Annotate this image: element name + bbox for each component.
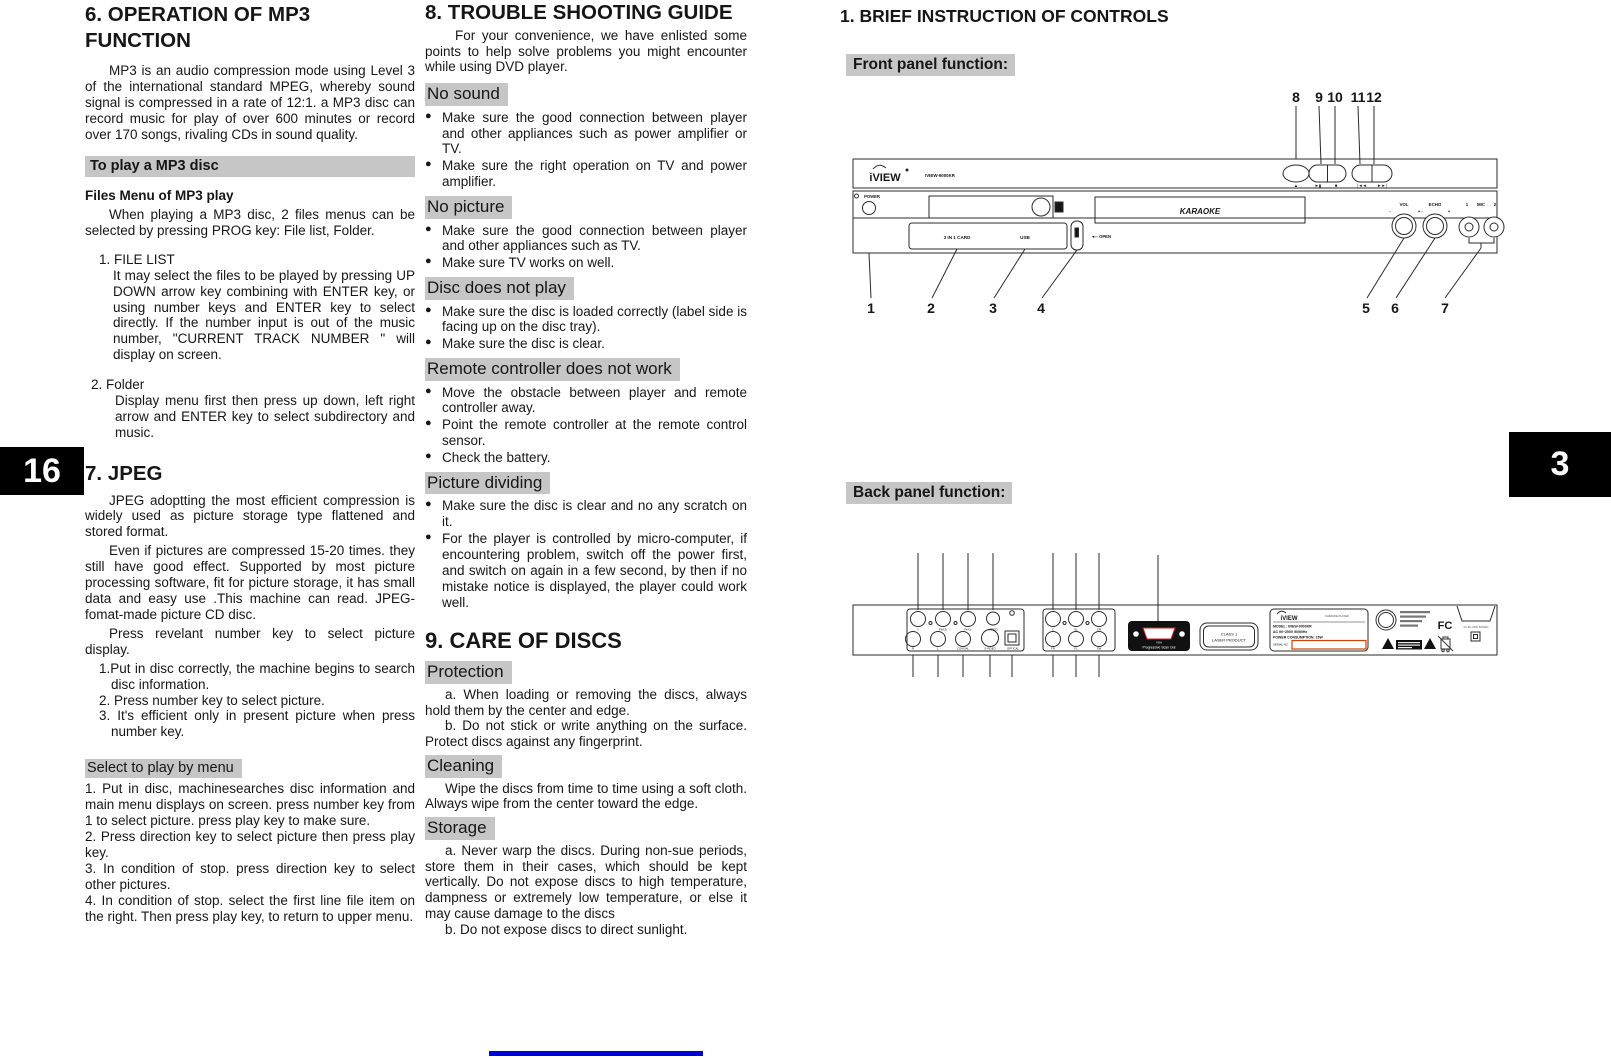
bullet-icon: ● bbox=[425, 531, 432, 544]
middle-column bbox=[425, 0, 747, 938]
back-panel-diagram bbox=[845, 545, 1505, 680]
front-callout-lines-bottom bbox=[869, 238, 1481, 298]
jpeg-step: 2. Press number key to select picture. bbox=[99, 692, 325, 708]
bullet-icon: ● bbox=[425, 109, 432, 122]
serial-number-box bbox=[1292, 641, 1366, 650]
mic-bracket bbox=[1469, 238, 1494, 243]
fcc-logo: FC bbox=[1437, 620, 1453, 632]
folder-body: Display menu first then press up down, left right arrow and ENTER key to select subdirectory and music. bbox=[115, 393, 415, 440]
jpeg-paragraph-1: JPEG adoptting the most efficient compression is widely used as picture storage type flattened and stored format. bbox=[85, 492, 415, 540]
label-svideo: S-VIDEO bbox=[984, 646, 996, 651]
jack-sw[interactable] bbox=[1092, 632, 1107, 647]
prev-icon: |◄◄ bbox=[1357, 183, 1367, 188]
label-pr: Pr/Cr bbox=[964, 627, 972, 632]
rating-brand: iVIEW bbox=[1280, 616, 1298, 622]
trouble-title-disc: Disc does not play bbox=[425, 277, 574, 299]
right-jack-labels-top bbox=[1052, 628, 1102, 632]
callout-4: 4 bbox=[1037, 300, 1045, 316]
echo-plus: + bbox=[1447, 209, 1451, 214]
usb-label: USB bbox=[1020, 235, 1030, 240]
power-label: POWER bbox=[864, 194, 880, 199]
next-icon: ►►| bbox=[1377, 183, 1387, 188]
subheading-files-menu: Files Menu of MP3 play bbox=[85, 187, 234, 203]
front-callout-lines-top bbox=[1296, 106, 1374, 164]
jpeg-step: 1.Put in disc correctly, the machine begins to search disc information. bbox=[99, 660, 415, 692]
play-pause-icon: ►▮ bbox=[1314, 183, 1322, 188]
callout-11: 11 bbox=[1350, 89, 1366, 105]
page-number-right: 3 bbox=[1509, 432, 1611, 497]
trouble-bullet bbox=[425, 223, 747, 255]
jack-optical[interactable] bbox=[1005, 631, 1019, 645]
label-fr: FR bbox=[1051, 646, 1055, 651]
trouble-bullet bbox=[425, 158, 747, 190]
echo-label: ECHO bbox=[1428, 202, 1442, 207]
rating-type: KARAOKE PLAYER bbox=[1325, 615, 1349, 618]
bullet-icon: ● bbox=[425, 384, 432, 397]
left-jack-labels-bottom bbox=[912, 647, 1019, 651]
label-pb: Pb/Cb bbox=[938, 627, 948, 632]
front-callout-numbers-bottom bbox=[867, 300, 1449, 316]
bullet-icon: ● bbox=[425, 336, 432, 349]
jpeg-paragraph-3: Press revelant number key to select picture display. bbox=[85, 625, 415, 657]
bullet-icon: ● bbox=[425, 222, 432, 235]
screw bbox=[954, 622, 957, 625]
front-model-text: IVIEW-9000KR bbox=[925, 173, 955, 178]
callout-2: 2 bbox=[927, 300, 935, 316]
jpeg-paragraph-2: Even if pictures are compressed 15-20 times. they still have good effect. Supported by most picture processing software, fit for picture storage, it has small data and easy use .This machine can read. JPEG-fomat-made picture CD disc. bbox=[85, 543, 415, 622]
bullet-text: For the player is controlled by micro-computer, if encountering problem, switch off the power first, and switch on again in a few second, by then if no mistake notice is displayed, the player could work well. bbox=[442, 531, 747, 610]
trouble-title-no-sound: No sound bbox=[425, 83, 508, 105]
label-l: L bbox=[937, 646, 939, 651]
power-button[interactable] bbox=[863, 202, 876, 215]
trouble-bullet bbox=[425, 110, 747, 158]
screw bbox=[1063, 622, 1066, 625]
callout-9: 9 bbox=[1315, 89, 1323, 105]
bullet-text: Make sure the right operation on TV and power amplifier. bbox=[442, 158, 747, 190]
front-callout-numbers-top bbox=[1292, 89, 1382, 105]
jack-pr[interactable] bbox=[961, 612, 976, 627]
trouble-bullet bbox=[425, 450, 747, 466]
trouble-title-remote: Remote controller does not work bbox=[425, 358, 680, 380]
cert-text-lines bbox=[1400, 611, 1430, 627]
double-insulation-icon bbox=[1471, 632, 1480, 641]
footer-divider bbox=[489, 1051, 703, 1056]
display-circle bbox=[1032, 198, 1050, 216]
back-callout-lines-bottom bbox=[913, 655, 1099, 677]
controls-title: 1. BRIEF INSTRUCTION OF CONTROLS bbox=[840, 6, 1169, 26]
class1-line2: LASER PRODUCT bbox=[1211, 637, 1247, 643]
label-r: R bbox=[911, 646, 915, 651]
jack-video[interactable] bbox=[987, 612, 1000, 625]
care-paragraph: a. Never warp the discs. During non-sue periods, store them in their cases, which should be kept vertically. Do not expose discs to high temperature, dampness or extremely low temperature, or else it may cause damage to the discs bbox=[425, 842, 747, 922]
label-sw: SW bbox=[1096, 646, 1102, 651]
vol-plus: + bbox=[1417, 209, 1421, 214]
rating-logo-arc bbox=[1277, 611, 1286, 614]
bullet-text: Make sure the disc is clear. bbox=[442, 336, 605, 352]
label-sr: SR bbox=[1096, 627, 1102, 632]
jack-audio-r[interactable] bbox=[906, 632, 921, 647]
label-optical: OPTICAL bbox=[1007, 646, 1019, 651]
trouble-bullet bbox=[425, 304, 747, 336]
page-number-left: 16 bbox=[0, 447, 84, 495]
karaoke-label: KARAOKE bbox=[1179, 207, 1221, 216]
label-y: Y bbox=[916, 627, 920, 632]
bullet-icon: ● bbox=[425, 498, 432, 511]
rating-model: MODEL: IVIEW-9000KR bbox=[1273, 624, 1312, 629]
jack-fr[interactable] bbox=[1046, 632, 1061, 647]
jack-sl[interactable] bbox=[1069, 612, 1084, 627]
trouble-bullet bbox=[425, 417, 747, 449]
vga-sub-label: Progressive Scan Out bbox=[1142, 645, 1176, 650]
jack-audio-l[interactable] bbox=[931, 632, 946, 647]
label-sl: SL bbox=[1074, 627, 1078, 632]
care-title-storage: Storage bbox=[425, 817, 495, 839]
vga-label: VGA bbox=[1156, 640, 1162, 645]
back-panel-label: Back panel function: bbox=[846, 482, 1012, 504]
bullet-text: Point the remote controller at the remote control sensor. bbox=[442, 417, 747, 449]
trouble-bullet bbox=[425, 498, 747, 530]
right-page bbox=[838, 4, 1510, 704]
bullet-text: Move the obstacle between player and remote controller away. bbox=[442, 384, 747, 416]
bullet-text: Check the battery. bbox=[442, 450, 551, 466]
trouble-bullet bbox=[425, 531, 747, 611]
highlight-select-to-play: Select to play by menu bbox=[85, 759, 242, 778]
mic2-label: 2 bbox=[1493, 202, 1497, 207]
jack-pb[interactable] bbox=[936, 612, 951, 627]
callout-8: 8 bbox=[1292, 89, 1300, 105]
display-window bbox=[929, 196, 1053, 218]
front-button-glyphs bbox=[1294, 183, 1387, 188]
brand-dot bbox=[906, 169, 908, 171]
brand-logo: iVIEW bbox=[869, 172, 901, 184]
left-column bbox=[85, 2, 415, 925]
power-icon bbox=[855, 194, 859, 198]
jpeg-step: 3. It's efficient only in present picture when press number key. bbox=[99, 708, 415, 740]
section-7-heading: 7. JPEG bbox=[85, 461, 163, 485]
care-title-cleaning: Cleaning bbox=[425, 755, 502, 777]
care-paragraph: b. Do not stick or write anything on the surface. Protect discs against any fingerprint. bbox=[425, 718, 747, 750]
label-c: C bbox=[1051, 627, 1055, 632]
echo-minus: - bbox=[1421, 209, 1423, 214]
callout-6: 6 bbox=[1391, 300, 1399, 316]
rating-power: POWER CONSUMPTION: 15W bbox=[1273, 635, 1323, 640]
bullet-text: Make sure the disc is loaded correctly (label side is facing up on the disc tray). bbox=[442, 303, 747, 335]
bullet-text: Make sure the disc is clear and no any scratch on it. bbox=[442, 498, 747, 530]
care-title-protection: Protection bbox=[425, 661, 512, 683]
folder-title: 2. Folder bbox=[91, 377, 145, 393]
stop-icon: ■ bbox=[1334, 183, 1338, 188]
care-paragraph: b. Do not expose discs to direct sunlight. bbox=[445, 922, 688, 938]
eject-icon: ▲ bbox=[1293, 183, 1299, 188]
jack-center[interactable] bbox=[1046, 612, 1061, 627]
file-list-title: 1. FILE LIST bbox=[99, 251, 175, 267]
brand-logo-arc bbox=[873, 165, 886, 169]
bullet-text: Make sure the good connection between player and other appliances such as TV. bbox=[442, 222, 747, 254]
power-inlet-notch bbox=[1457, 606, 1495, 621]
callout-5: 5 bbox=[1362, 300, 1370, 316]
open-label: ◄-- OPEN bbox=[1091, 234, 1111, 239]
door-slot bbox=[1075, 228, 1079, 237]
callout-3: 3 bbox=[989, 300, 997, 316]
vga-connector[interactable] bbox=[1143, 628, 1175, 639]
screw bbox=[1010, 611, 1015, 616]
label-video: VIDEO bbox=[988, 627, 998, 632]
trouble-title-no-picture: No picture bbox=[425, 196, 512, 218]
files-menu-paragraph: When playing a MP3 disc, 2 files menus can be selected by pressing PROG key: File list, Folder. bbox=[85, 206, 415, 238]
front-panel-diagram bbox=[845, 85, 1505, 320]
bullet-icon: ● bbox=[425, 158, 432, 171]
menu-step: 1. Put in disc, machinesearches disc information and main menu displays on screen. press number key from 1 to select picture. press play key to make sure. bbox=[85, 781, 415, 829]
caution-label bbox=[1382, 638, 1436, 650]
jack-y[interactable] bbox=[911, 612, 926, 627]
rating-ac: AC 90~250V 50/60Hz bbox=[1273, 630, 1308, 634]
callout-12: 12 bbox=[1366, 89, 1382, 105]
screw bbox=[1086, 622, 1089, 625]
menu-step: 2. Press direction key to select picture then press play key. bbox=[85, 829, 415, 861]
jack-fl[interactable] bbox=[1069, 632, 1084, 647]
rating-serial: SERIAL NO. bbox=[1273, 642, 1289, 647]
class1-line1: CLASS 1 bbox=[1220, 631, 1238, 637]
trouble-bullet bbox=[425, 255, 747, 271]
right-jack-labels-bottom bbox=[1051, 647, 1101, 651]
front-panel-label: Front panel function: bbox=[846, 54, 1015, 76]
vol-minus: - bbox=[1389, 209, 1391, 214]
class1-badge bbox=[1200, 623, 1258, 650]
file-list-body: It may select the files to be played by pressing UP DOWN arrow key combining with ENTER key, or using number keys and ENTER key to select directly. If the number input is out of the music number, "CURRENT TRACK NUMBER " will display on screen. bbox=[113, 267, 415, 363]
eject-button[interactable] bbox=[1283, 165, 1309, 182]
card-usb-drawer bbox=[909, 223, 1067, 249]
bullet-icon: ● bbox=[425, 450, 432, 463]
trouble-intro: For your convenience, we have enlisted some points to help solve problems you might encounter while using DVD player. bbox=[425, 27, 747, 75]
vol-label: VOL bbox=[1399, 202, 1409, 207]
callout-10: 10 bbox=[1327, 89, 1343, 105]
care-paragraph: a. When loading or removing the discs, always hold them by the center and edge. bbox=[425, 686, 747, 718]
care-paragraph: Wipe the discs from time to time using a soft cloth. Always wipe from the center toward the edge. bbox=[425, 780, 747, 812]
jack-sr[interactable] bbox=[1092, 612, 1107, 627]
weee-bin-icon bbox=[1438, 636, 1453, 652]
bullet-icon: ● bbox=[425, 255, 432, 268]
callout-7: 7 bbox=[1441, 300, 1449, 316]
section-9-heading: 9. CARE OF DISCS bbox=[425, 627, 622, 653]
mp3-intro-paragraph: MP3 is an audio compression mode using Level 3 of the international standard MPEG, whereby sound signal is compressed in a rate of 12:1. a MP3 disc can record music for play of over 600 minutes or record over 170 songs, rivaling CDs in sound quality. bbox=[85, 63, 415, 142]
menu-step: 3. In condition of stop. press direction key to select other pictures. bbox=[85, 861, 415, 892]
bullet-text: Make sure TV works on well. bbox=[442, 255, 615, 271]
bullet-text: Make sure the good connection between player and other appliances such as power amplifier or TV. bbox=[442, 109, 747, 157]
jack-coaxial[interactable] bbox=[956, 632, 971, 647]
trouble-bullet bbox=[425, 385, 747, 417]
back-callout-lines-top bbox=[918, 553, 1158, 621]
callout-1: 1 bbox=[867, 300, 875, 316]
section-8-heading: 8. TROUBLE SHOOTING GUIDE bbox=[425, 1, 733, 24]
label-fl: FL bbox=[1074, 646, 1078, 651]
menu-step: 4. In condition of stop. select the first line file item on the right. Then press play key, to return to upper menu. bbox=[85, 892, 415, 924]
label-coaxial: COAXIAL bbox=[956, 646, 970, 651]
bullet-icon: ● bbox=[425, 417, 432, 430]
inlet-ac-text: AC 90~240V 50/60Hz bbox=[1463, 626, 1489, 629]
trouble-title-dividing: Picture dividing bbox=[425, 472, 550, 494]
screw bbox=[929, 622, 932, 625]
bullet-icon: ● bbox=[425, 303, 432, 316]
ir-sensor bbox=[1055, 202, 1063, 212]
section-6-heading: 6. OPERATION OF MP3 FUNCTION bbox=[85, 3, 311, 52]
trouble-bullet bbox=[425, 336, 747, 352]
highlight-to-play-mp3: To play a MP3 disc bbox=[85, 156, 415, 177]
mic-label: MIC bbox=[1476, 202, 1486, 207]
card-slot-label: 3 IN 1 CARD bbox=[943, 235, 971, 240]
mic1-label: 1 bbox=[1465, 202, 1469, 207]
knob-labels bbox=[1389, 202, 1497, 214]
